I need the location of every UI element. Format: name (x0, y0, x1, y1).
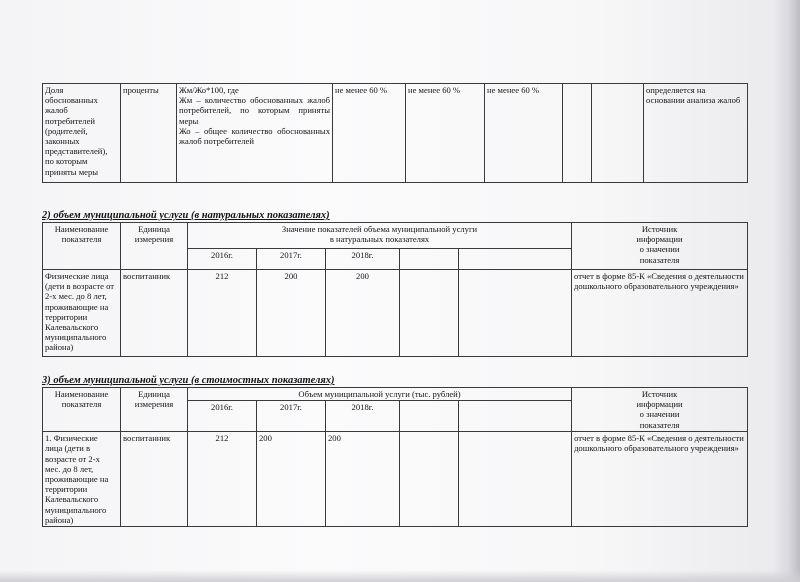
row-2016-cell: 212 (188, 270, 257, 357)
scan-edge-shadow (774, 0, 800, 582)
table-header-row (43, 223, 748, 249)
value-2016-cell: не менее 60 % (333, 84, 406, 183)
column-header-values: Значение показателей объема муниципальной услуги в натуральных показателях (188, 223, 572, 249)
column-header-2017: 2017г. (257, 249, 326, 270)
table-row (43, 270, 748, 357)
row-source-cell: отчет в форме 85-К «Сведения о деятельности дошкольного образовательного учреждения» (572, 432, 748, 527)
column-header-source: Источник информации о значении показателя (572, 388, 748, 432)
column-header-name: Наименование показателя (43, 388, 121, 432)
table-row (43, 84, 748, 183)
row-name-cell: Физические лица (дети в возрасте от 2-х мес. до 8 лет, проживающие на территории Калевальского муниципального района) (43, 270, 121, 357)
row-2017-cell: 200 (257, 270, 326, 357)
empty-cell (592, 84, 644, 183)
empty-cell (563, 84, 592, 183)
empty-cell (400, 401, 459, 432)
unit-cell: проценты (121, 84, 177, 183)
formula-line: Жм/Жо*100, где (179, 85, 239, 95)
column-header-source: Источник информации о значении показателя (572, 223, 748, 270)
cost-volume-table (42, 387, 748, 527)
row-2018-cell: 200 (326, 270, 400, 357)
empty-cell (459, 401, 572, 432)
row-2017-cell: 200 (257, 432, 326, 527)
indicator-name-cell: Доля обоснованных жалоб потребителей (родителей, законных представителей), по которым приняты меры (43, 84, 121, 183)
row-2018-cell: 200 (326, 432, 400, 527)
column-header-values: Объем муниципальной услуги (тыс. рублей) (188, 388, 572, 401)
column-header-unit: Единица измерения (121, 223, 188, 270)
source-cell: определяется на основании анализа жалоб (644, 84, 748, 183)
row-name-cell: 1. Физические лица (дети в возрасте от 2-х мес. до 8 лет, проживающие на территории Калевальского муниципального района) (43, 432, 121, 527)
column-header-name: Наименование показателя (43, 223, 121, 270)
column-header-2017: 2017г. (257, 401, 326, 432)
value-2018-cell: не менее 60 % (485, 84, 563, 183)
complaints-indicator-table (42, 83, 748, 183)
value-2017-cell: не менее 60 % (406, 84, 485, 183)
empty-cell (400, 249, 459, 270)
empty-cell (400, 432, 459, 527)
section-3-heading: 3) объем муниципальной услуги (в стоимостных показателях) (42, 375, 335, 386)
formula-line: Жо – общее количество обоснованных жалоб потребителей (179, 125, 330, 147)
section-2-heading: 2) объем муниципальной услуги (в натуральных показателях) (42, 210, 330, 221)
row-unit-cell: воспитанник (121, 432, 188, 527)
empty-cell (459, 270, 572, 357)
column-header-2018: 2018г. (326, 401, 400, 432)
row-unit-cell: воспитанник (121, 270, 188, 357)
column-header-2016: 2016г. (188, 401, 257, 432)
column-header-2018: 2018г. (326, 249, 400, 270)
natural-volume-table (42, 222, 748, 357)
empty-cell (459, 249, 572, 270)
table-row (43, 432, 748, 527)
row-2016-cell: 212 (188, 432, 257, 527)
formula-line: Жм – количество обоснованных жалоб потребителей, по которым приняты меры (179, 95, 330, 126)
formula-cell (177, 84, 333, 183)
column-header-2016: 2016г. (188, 249, 257, 270)
column-header-unit: Единица измерения (121, 388, 188, 432)
empty-cell (459, 432, 572, 527)
row-source-cell: отчет в форме 85-К «Сведения о деятельности дошкольного образовательного учреждения» (572, 270, 748, 357)
scan-bottom-shadow (0, 570, 800, 582)
empty-cell (400, 270, 459, 357)
table-header-row (43, 388, 748, 401)
